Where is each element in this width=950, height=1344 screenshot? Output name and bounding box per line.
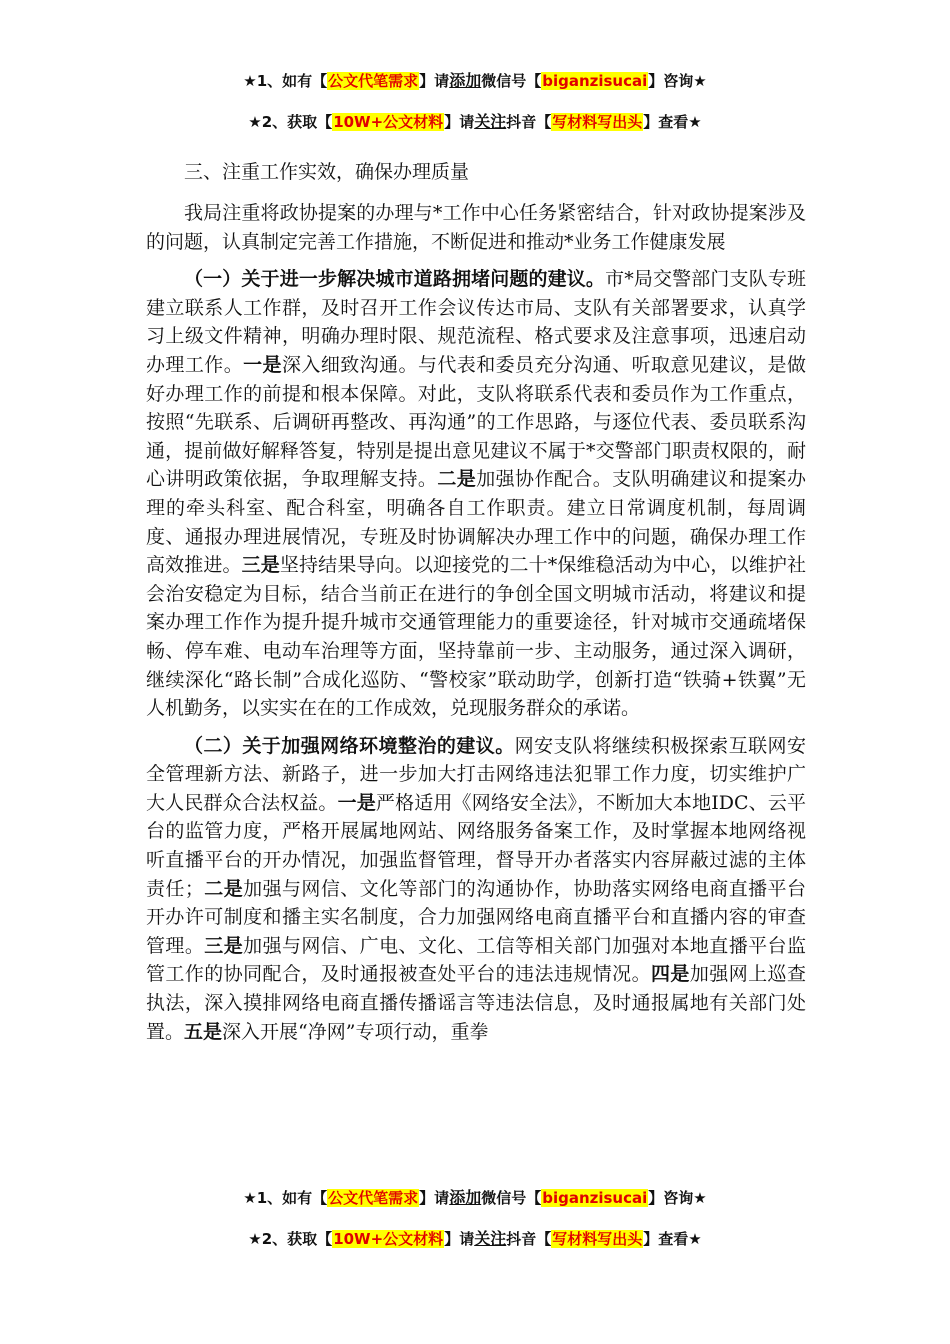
underlined-text: 添加 bbox=[449, 71, 482, 90]
wechat-id-highlight: biganzisucai bbox=[542, 72, 648, 90]
wechat-id-highlight: biganzisucai bbox=[542, 1189, 648, 1207]
banner-text: 抖音【 bbox=[506, 113, 552, 131]
section-heading: 三、注重工作实效，确保办理质量 bbox=[184, 161, 470, 183]
highlight-text: 公文代笔需求 bbox=[328, 1189, 419, 1207]
keyword: 二是 bbox=[203, 877, 244, 900]
promo-banner-line-2 bbox=[0, 111, 950, 133]
keyword: 三是 bbox=[204, 934, 244, 957]
item-title: （二）关于加强网络环境整治的建议。 bbox=[184, 734, 515, 757]
keyword: 三是 bbox=[241, 554, 280, 577]
paragraph-text: 网安支队将继续积极探索互联网安全管理新方法、新路子，进一步加大打击网络违法犯罪工作力度，切实维护广大人民群众合法权益。 bbox=[146, 734, 806, 814]
paragraph-text: 加强与网信、广电、文化、工信等相关部门加强对本地直播平台监管工作的协同配合，及时通报被查处平台的违法违规情况。 bbox=[146, 934, 806, 986]
item-title: （一）关于进一步解决城市道路拥堵问题的建议。 bbox=[184, 268, 606, 291]
banner-text: 】请 bbox=[444, 1230, 475, 1248]
highlight-text: 10W+公文材料 bbox=[333, 113, 444, 131]
banner-text: ★1、如有【 bbox=[243, 1189, 328, 1207]
douyin-id-highlight: 写材料写出头 bbox=[552, 113, 643, 131]
banner-text: ★2、获取【 bbox=[248, 113, 333, 131]
paragraph-item-2 bbox=[146, 732, 806, 1047]
paragraph-text: 严格适用《网络安全法》，不断加大本地IDC、云平台的监管力度，严格开展属地网站、网络服务备案工作，及时掌握本地网络视听直播平台的开办情况，加强监督管理，督导开办者落实内容屏蔽过滤的主体责任； bbox=[146, 791, 806, 900]
underlined-text: 关注 bbox=[474, 1229, 507, 1248]
banner-text: 】查看★ bbox=[643, 1230, 702, 1248]
keyword: 一是 bbox=[337, 791, 376, 814]
banner-text: 】请 bbox=[419, 72, 450, 90]
banner-text: 】请 bbox=[444, 113, 475, 131]
keyword: 一是 bbox=[243, 353, 282, 376]
banner-text: ★2、获取【 bbox=[248, 1230, 333, 1248]
intro-paragraph: 我局注重将政协提案的办理与*工作中心任务紧密结合，针对政协提案涉及的问题，认真制定完善工作措施，不断促进和推动*业务工作健康发展 bbox=[146, 202, 806, 253]
banner-text: 】查看★ bbox=[643, 113, 702, 131]
paragraph-text: 加强与网信、文化等部门的沟通协作，协助落实网络电商直播平台开办许可制度和播主实名制度，合力加强网络电商直播平台和直播内容的审查管理。 bbox=[146, 877, 806, 957]
banner-text: 】请 bbox=[419, 1189, 450, 1207]
body-text bbox=[146, 199, 806, 1046]
highlight-text: 10W+公文材料 bbox=[333, 1230, 444, 1248]
banner-text: 抖音【 bbox=[506, 1230, 552, 1248]
banner-text: 】咨询★ bbox=[648, 1189, 707, 1207]
keyword: 四是 bbox=[651, 963, 690, 986]
keyword: 二是 bbox=[437, 468, 477, 491]
paragraph-text: 深入开展“净网”专项行动，重拳 bbox=[222, 1020, 489, 1043]
banner-text: 】咨询★ bbox=[648, 72, 707, 90]
paragraph-text: 市*局交警部门支队专班建立联系人工作群，及时召开工作会议传达市局、支队有关部署要求，认真学习上级文件精神，明确办理时限、规范流程、格式要求及注意事项，迅速启动办理工作。 bbox=[146, 268, 806, 376]
paragraph-text: 加强网上巡查执法，深入摸排网络电商直播传播谣言等违法信息，及时通报属地有关部门处置。 bbox=[146, 963, 806, 1043]
paragraph-text: 坚持结果导向。以迎接党的二十*保维稳活动为中心，以维护社会治安稳定为目标，结合当前正在进行的争创全国文明城市活动，将建议和提案办理工作作为提升提升城市交通管理能力的重要途径，针对城市交通疏堵保畅、停车难、电动车治理等方面，坚持靠前一步、主动服务，通过深入调研，继续深化“路长制”合成化巡防、“警校家”联动助学，创新打造“铁骑+铁翼”无人机勤务，以实实在在的工作成效，兑现服务群众的承诺。 bbox=[146, 554, 806, 720]
paragraph-text: 深入细致沟通。与代表和委员充分沟通、听取意见建议，是做好办理工作的前提和根本保障。对此，支队将联系代表和委员作为工作重点，按照“先联系、后调研再整改、再沟通”的工作思路，与逐位代表、委员联系沟通，提前做好解释答复，特别是提出意见建议不属于*交警部门职责权限的，耐心讲明政策依据，争取理解支持。 bbox=[146, 353, 806, 491]
promo-banner-line-1-bottom bbox=[0, 1187, 950, 1209]
banner-text: ★1、如有【 bbox=[243, 72, 328, 90]
promo-banner-line-2-bottom bbox=[0, 1228, 950, 1250]
banner-text: 微信号【 bbox=[481, 72, 542, 90]
keyword: 五是 bbox=[184, 1020, 223, 1043]
douyin-id-highlight: 写材料写出头 bbox=[552, 1230, 643, 1248]
underlined-text: 添加 bbox=[449, 1188, 482, 1207]
banner-text: 微信号【 bbox=[481, 1189, 542, 1207]
promo-banner-line-1 bbox=[0, 70, 950, 92]
underlined-text: 关注 bbox=[474, 112, 507, 131]
highlight-text: 公文代笔需求 bbox=[328, 72, 419, 90]
paragraph-item-1 bbox=[146, 265, 806, 723]
paragraph-text: 加强协作配合。支队明确建议和提案办理的牵头科室、配合科室，明确各自工作职责。建立日常调度机制，每周调度、通报办理进展情况，专班及时协调解决办理工作中的问题，确保办理工作高效推进。 bbox=[146, 468, 806, 577]
